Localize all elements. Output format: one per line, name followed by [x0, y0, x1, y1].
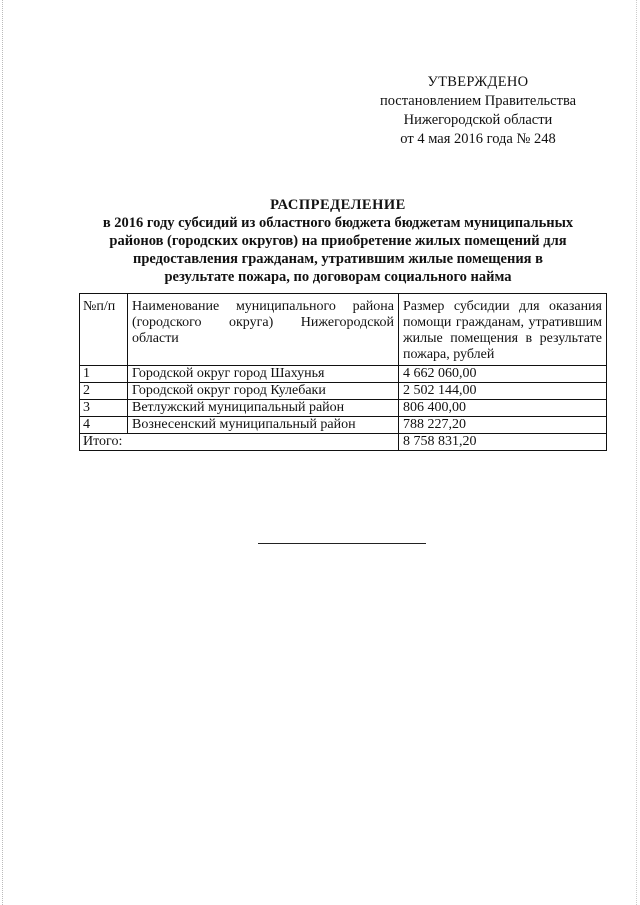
header-name: Наименование муниципального района (городского округа) Нижегородской области	[128, 294, 399, 366]
scan-edge-right	[636, 0, 637, 905]
row-name: Городской округ город Шахунья	[128, 366, 399, 383]
approval-line: от 4 мая 2016 года № 248	[400, 131, 556, 147]
document-heading: РАСПРЕДЕЛЕНИЕ	[270, 197, 406, 213]
row-name: Ветлужский муниципальный район	[128, 400, 399, 417]
row-amount: 806 400,00	[399, 400, 607, 417]
scan-edge-left	[2, 0, 3, 905]
approval-stamp	[368, 73, 588, 149]
table-total-row	[80, 434, 607, 451]
approval-line: Нижегородской области	[403, 112, 553, 128]
header-num: №п/п	[80, 294, 128, 366]
subsidy-table	[79, 293, 607, 451]
table-header-row	[80, 294, 607, 366]
closing-rule	[258, 543, 426, 544]
row-num: 1	[80, 366, 128, 383]
total-label: Итого:	[80, 434, 399, 451]
table-row	[80, 383, 607, 400]
approval-title: УТВЕРЖДЕНО	[427, 74, 529, 90]
row-amount: 4 662 060,00	[399, 366, 607, 383]
table-row	[80, 417, 607, 434]
document-subtitle-line: районов (городских округов) на приобретение жилых помещений для	[109, 233, 567, 249]
document-subtitle-line: в 2016 году субсидий из областного бюджета бюджетам муниципальных	[102, 215, 574, 231]
table-row	[80, 366, 607, 383]
document-subtitle-line: предоставления гражданам, утратившим жилые помещения в	[133, 251, 543, 267]
total-amount: 8 758 831,20	[399, 434, 607, 451]
row-num: 3	[80, 400, 128, 417]
document-subtitle-line: результате пожара, по договорам социального найма	[164, 269, 512, 285]
row-amount: 788 227,20	[399, 417, 607, 434]
row-name: Вознесенский муниципальный район	[128, 417, 399, 434]
document-title	[60, 196, 616, 286]
row-amount: 2 502 144,00	[399, 383, 607, 400]
row-num: 2	[80, 383, 128, 400]
row-num: 4	[80, 417, 128, 434]
table-row	[80, 400, 607, 417]
header-amount: Размер субсидии для оказания помощи гражданам, утратившим жилые помещения в результате пожара, рублей	[399, 294, 607, 366]
row-name: Городской округ город Кулебаки	[128, 383, 399, 400]
approval-line: постановлением Правительства	[379, 93, 577, 109]
